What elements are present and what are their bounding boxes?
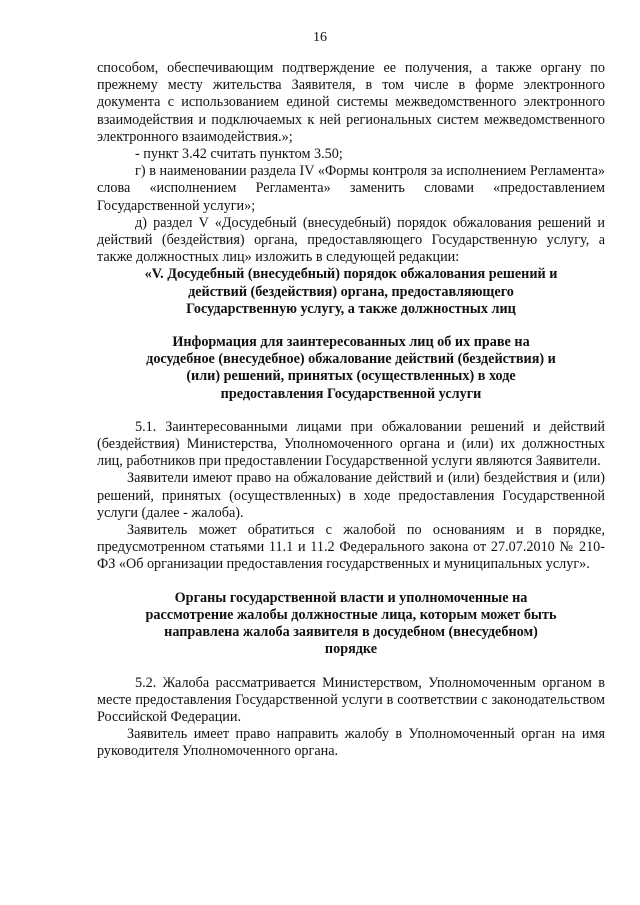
paragraph-item-d: д) раздел V «Досудебный (внесудебный) порядок обжалования решений и действий (бездействия) органа, предоставляющего Государственную услугу, а также должностных лиц» изложить в следующей редакции: [97,214,605,266]
section-heading: «V. Досудебный (внесудебный) порядок обжалования решений и действий (бездействия) органа, предоставляющего Государственную услугу, а также должностных лиц [144,266,558,317]
paragraph-item-g: г) в наименовании раздела IV «Формы контроля за исполнением Регламента» слова «исполнением Регламента» заменить словами «предоставлением Государственной услуги»; [97,163,605,214]
paragraph-item-dash: - пункт 3.42 считать пунктом 3.50; [135,146,343,163]
subsection-heading-authorities: Органы государственной власти и уполномоченные на рассмотрение жалобы должностные лица, которым может быть направлена жалоба заявителя в досудебном (внесудебном) порядке [145,589,557,658]
paragraph-5-2: 5.2. Жалоба рассматривается Министерством, Уполномоченным органом в месте предоставления Государственной услуги в соответствии с законодательством Российской Федерации. [97,674,605,725]
paragraph-continuation: способом, обеспечивающим подтверждение ее получения, а также органу по прежнему месту жительства Заявителя, в том числе в форме электронного документа с использованием единой системы межведомственного электронного взаимодействия и подключаемых к ней региональных систем межведомственного электронного взаимодействия.»; [97,60,605,145]
subsection-heading-info: Информация для заинтересованных лиц об их праве на досудебное (внесудебное) обжалование действий (бездействия) и (или) решений, принятых (осуществленных) в ходе предоставления Государственной услуги [146,334,556,402]
paragraph-5-1: 5.1. Заинтересованными лицами при обжаловании решений и действий (бездействия) Министерства, Уполномоченного органа и (или) их должностных лиц, работников при предоставлении Государственной услуги являются Заявители. [97,418,605,470]
paragraph-grounds: Заявитель может обратиться с жалобой по основаниям и в порядке, предусмотренном статьями 11.1 и 11.2 Федерального закона от 27.07.2010 № 210-ФЗ «Об организации предоставления государственных и муниципальных услуг». [97,522,605,573]
paragraph-complaint-right: Заявитель имеет право направить жалобу в Уполномоченный орган на имя руководителя Уполномоченного органа. [97,726,605,760]
document-body [97,60,605,761]
page-number: 16 [313,30,327,45]
paragraph-applicants-rights: Заявители имеют право на обжалование действий и (или) бездействия и (или) решений, принятых (осуществленных) в ходе предоставления Государственной услуги (далее - жалоба). [97,470,605,521]
